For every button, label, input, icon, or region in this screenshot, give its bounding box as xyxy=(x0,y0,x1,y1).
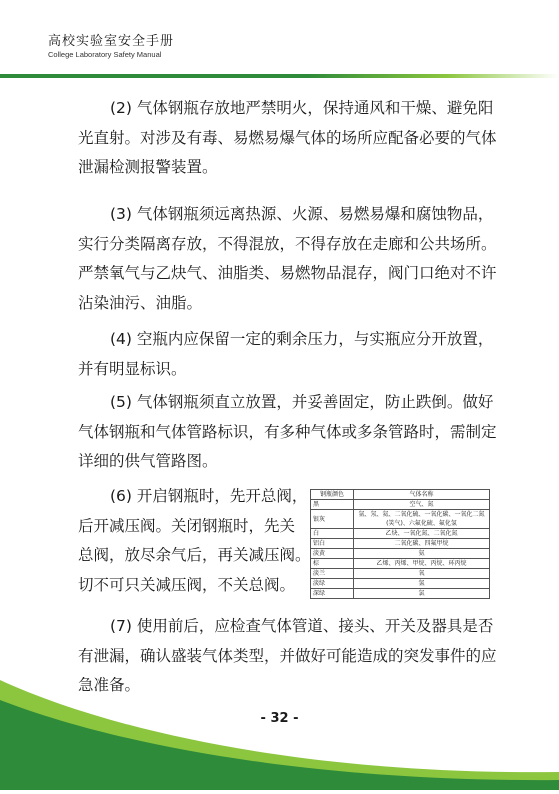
page-header xyxy=(48,34,174,60)
cylinder-color-cell: 铝白 xyxy=(311,539,354,549)
cylinder-color-cell: 深绿 xyxy=(311,589,354,599)
page-number: - 32 - xyxy=(260,711,299,726)
paragraph-line: 详细的供气管路图。 xyxy=(78,452,218,470)
table-header-cell: 钢瓶颜色 xyxy=(311,490,354,500)
paragraph-line: 光直射。对涉及有毒、易燃易爆气体的场所应配备必要的气体 xyxy=(78,128,497,147)
table-row xyxy=(311,500,490,510)
gas-name-cell: 乙炔、一氧化氮、二氧化氮 xyxy=(354,529,490,539)
table-row xyxy=(311,559,490,569)
cylinder-color-cell: 淡黄 xyxy=(311,549,354,559)
cylinder-color-cell: 白 xyxy=(311,529,354,539)
gas-name-cell: 乙烯、丙烯、甲烷、丙烷、环丙烷 xyxy=(354,559,490,569)
table-row xyxy=(311,539,490,549)
paragraph-line: 总阀，放尽余气后，再关减压阀。 xyxy=(78,546,311,564)
paragraph-5 xyxy=(78,388,497,477)
paragraph-line: (3) 气体钢瓶须远离热源、火源、易燃易爆和腐蚀物品， xyxy=(110,205,494,223)
gas-name-cell: 氨 xyxy=(354,549,490,559)
header-rule xyxy=(0,74,559,78)
paragraph-line: 实行分类隔离存放，不得混放，不得存放在走廊和公共场所。 xyxy=(78,234,497,253)
gas-name-cell: 氢 xyxy=(354,579,490,589)
footer-wave-decoration xyxy=(0,680,559,790)
paragraph-line: 沾染油污、油脂。 xyxy=(78,293,203,312)
paragraph-3 xyxy=(78,200,497,318)
cylinder-color-cell: 黑 xyxy=(311,500,354,510)
paragraph-line: (5) 气体钢瓶须直立放置，并妥善固定，防止跌倒。做好 xyxy=(110,393,494,411)
paragraph-4 xyxy=(78,325,494,384)
manual-subtitle: College Laboratory Safety Manual xyxy=(48,50,162,59)
gas-name-cell: 氯 xyxy=(354,589,490,599)
table-row xyxy=(311,569,490,579)
table-row xyxy=(311,529,490,539)
cylinder-color-cell: 淡兰 xyxy=(311,569,354,579)
paragraph-2 xyxy=(78,94,497,183)
cylinder-color-cell: 银灰 xyxy=(311,510,354,529)
paragraph-line: (7) 使用前后，应检查气体管道、接头、开关及器具是否 xyxy=(110,617,494,635)
paragraph-line: (4) 空瓶内应保留一定的剩余压力，与实瓶应分开放置， xyxy=(110,330,494,348)
paragraph-line: 严禁氧气与乙炔气、油脂类、易燃物品混存，阀门口绝对不许 xyxy=(78,264,497,282)
paragraph-6 xyxy=(78,482,311,600)
table-row xyxy=(311,549,490,559)
paragraph-line: 气体钢瓶和气体管路标识，有多种气体或多条管路时，需制定 xyxy=(78,422,497,441)
table-row xyxy=(311,589,490,599)
gas-name-cell: 氩、氖、氦、二氧化硫、一氧化碳、一氧化二氮(笑气)、六氟化硫、氟化氢 xyxy=(354,510,490,529)
table-row xyxy=(311,510,490,529)
paragraph-line: (2) 气体钢瓶存放地严禁明火，保持通风和干燥、避免阳 xyxy=(110,99,494,117)
manual-title: 高校实验室安全手册 xyxy=(48,34,175,49)
paragraph-line: 切不可只关减压阀，不关总阀。 xyxy=(78,575,296,594)
gas-name-cell: 空气、氮 xyxy=(354,500,490,510)
table-header-row xyxy=(311,490,490,500)
paragraph-line: 急准备。 xyxy=(78,676,141,694)
paragraph-line: 泄漏检测报警装置。 xyxy=(78,158,218,176)
cylinder-color-cell: 淡绿 xyxy=(311,579,354,589)
paragraph-line: (6) 开启钢瓶时，先开总阀， xyxy=(110,487,308,505)
table-row xyxy=(311,579,490,589)
gas-name-cell: 氧 xyxy=(354,569,490,579)
gas-name-cell: 二氧化碳、四氟甲烷 xyxy=(354,539,490,549)
paragraph-line: 有泄漏，确认盛装气体类型，并做好可能造成的突发事件的应 xyxy=(78,646,497,665)
table-header-cell: 气体名称 xyxy=(354,490,490,500)
gas-cylinder-color-table xyxy=(310,489,490,599)
paragraph-line: 后开减压阀。关闭钢瓶时，先关 xyxy=(78,516,296,535)
paragraph-line: 并有明显标识。 xyxy=(78,359,187,378)
cylinder-color-cell: 棕 xyxy=(311,559,354,569)
